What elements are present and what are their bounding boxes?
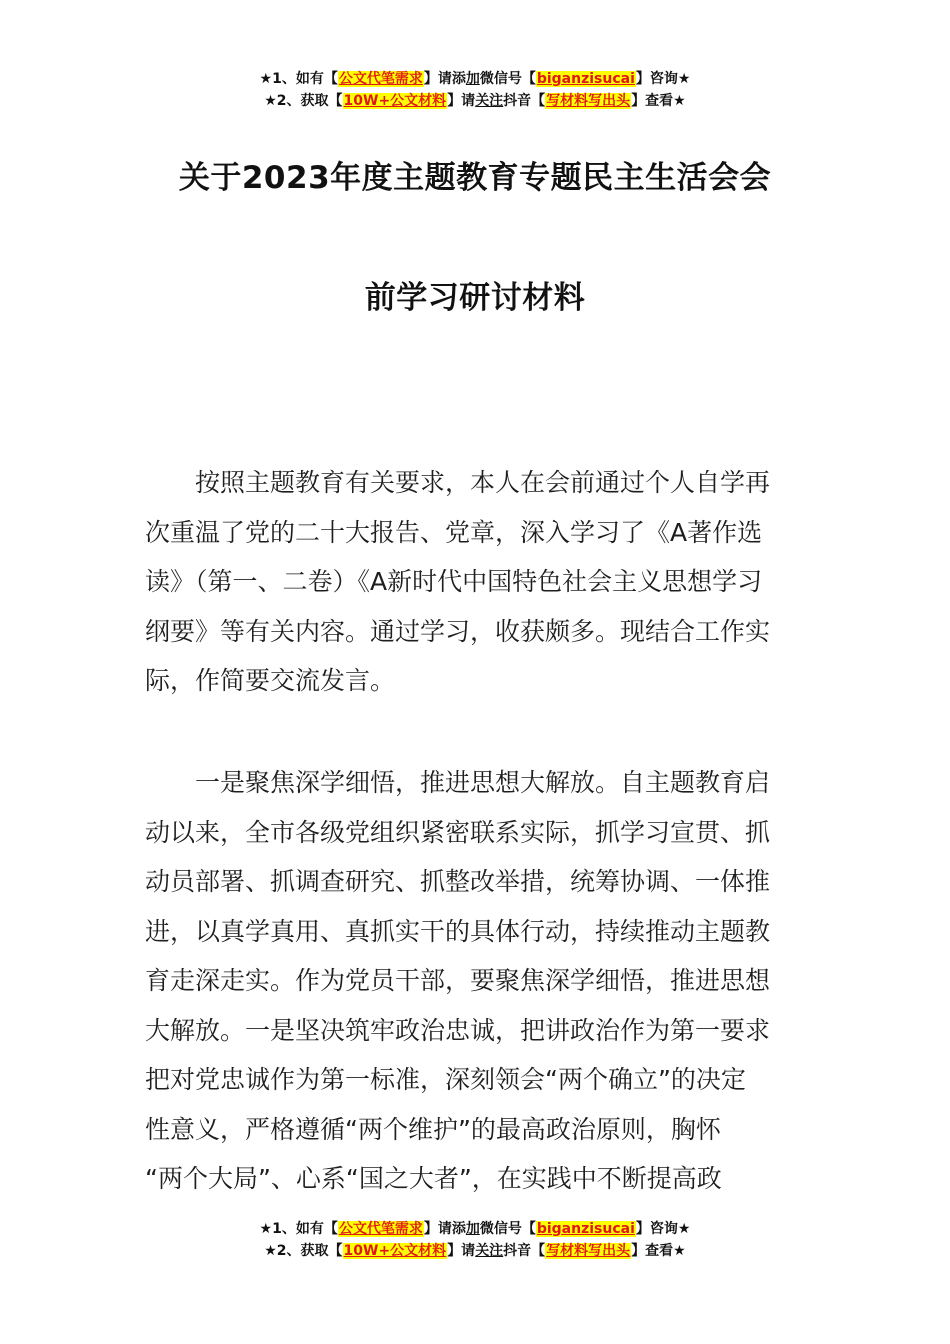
text-line: 读》（第一、二卷）《A新时代中国特色社会主义思想学习: [145, 567, 763, 596]
banner-text: 】请: [447, 1243, 476, 1259]
paragraph-intro: [145, 458, 810, 706]
banner-line-1: [0, 1218, 950, 1240]
banner-text: 】查看★: [631, 1243, 686, 1259]
banner-text: 】请添: [423, 1221, 466, 1237]
text-line: 性意义，严格遵循“两个维护”的最高政治原则，胸怀: [145, 1114, 721, 1144]
text-line: 纲要》等有关内容。通过学习，收获颇多。现结合工作实: [145, 616, 771, 646]
document-title-line-1: 关于2023年度主题教育专题民主生活会会: [178, 160, 772, 196]
banner-highlight: biganzisucai: [536, 1221, 635, 1237]
banner-text: ★1、如有【: [259, 1221, 338, 1237]
banner-text: ★1、如有【: [259, 71, 338, 87]
banner-highlight: 公文代笔需求: [338, 71, 423, 87]
footer-banner: [0, 1218, 950, 1262]
banner-text: 】咨询★: [635, 1221, 691, 1237]
banner-highlight: 写材料写出头: [546, 1243, 631, 1259]
banner-text: ★2、获取【: [264, 93, 343, 109]
banner-text: 微信号【: [479, 1221, 536, 1237]
text-line: 育走深走实。作为党员干部，要聚焦深学细悟，推进思想: [145, 966, 771, 995]
text-line: 大解放。一是坚决筑牢政治忠诚，把讲政治作为第一要求: [145, 1015, 771, 1045]
banner-text: 微信号【: [479, 71, 536, 87]
banner-underlined-text: 关注: [475, 93, 504, 109]
banner-highlight: 写材料写出头: [546, 93, 631, 109]
text-line: 动员部署、抓调查研究、抓整改举措，统筹协调、一体推: [145, 867, 771, 896]
text-line: 动以来，全市各级党组织紧密联系实际，抓学习宣贯、抓: [145, 817, 771, 847]
banner-line-1: [0, 68, 950, 90]
banner-highlight: 10W+公文材料: [343, 93, 447, 109]
document-title-line-2: 前学习研讨材料: [364, 280, 586, 316]
text-line: 际，作简要交流发言。: [145, 666, 396, 695]
banner-highlight: 公文代笔需求: [338, 1221, 423, 1237]
text-line: 按照主题教育有关要求，本人在会前通过个人自学再: [195, 468, 771, 497]
text-line: 一是聚焦深学细悟，推进思想大解放。自主题教育启: [195, 768, 771, 797]
text-line: “两个大局”、心系“国之大者”，在实践中不断提高政: [145, 1164, 722, 1193]
banner-line-2: [0, 90, 950, 112]
banner-text: ★2、获取【: [264, 1243, 343, 1259]
text-line: 把对党忠诚作为第一标准，深刻领会“两个确立”的决定: [145, 1065, 746, 1094]
banner-underlined-text: 加: [465, 71, 480, 87]
banner-highlight: biganzisucai: [536, 71, 635, 87]
banner-text: 】查看★: [631, 93, 686, 109]
banner-highlight: 10W+公文材料: [343, 1243, 447, 1259]
header-banner: [0, 68, 950, 112]
banner-text: 】请添: [423, 71, 466, 87]
banner-text: 抖音【: [503, 93, 546, 109]
text-line: 次重温了党的二十大报告、党章，深入学习了《A著作选: [145, 517, 763, 547]
paragraph-section-one: [145, 758, 810, 1204]
banner-text: 抖音【: [503, 1243, 546, 1259]
text-line: 进，以真学真用、真抓实干的具体行动，持续推动主题教: [145, 916, 771, 946]
banner-line-2: [0, 1240, 950, 1262]
banner-underlined-text: 关注: [475, 1243, 504, 1259]
banner-text: 】请: [447, 93, 476, 109]
banner-underlined-text: 加: [465, 1221, 480, 1237]
banner-text: 】咨询★: [635, 71, 691, 87]
